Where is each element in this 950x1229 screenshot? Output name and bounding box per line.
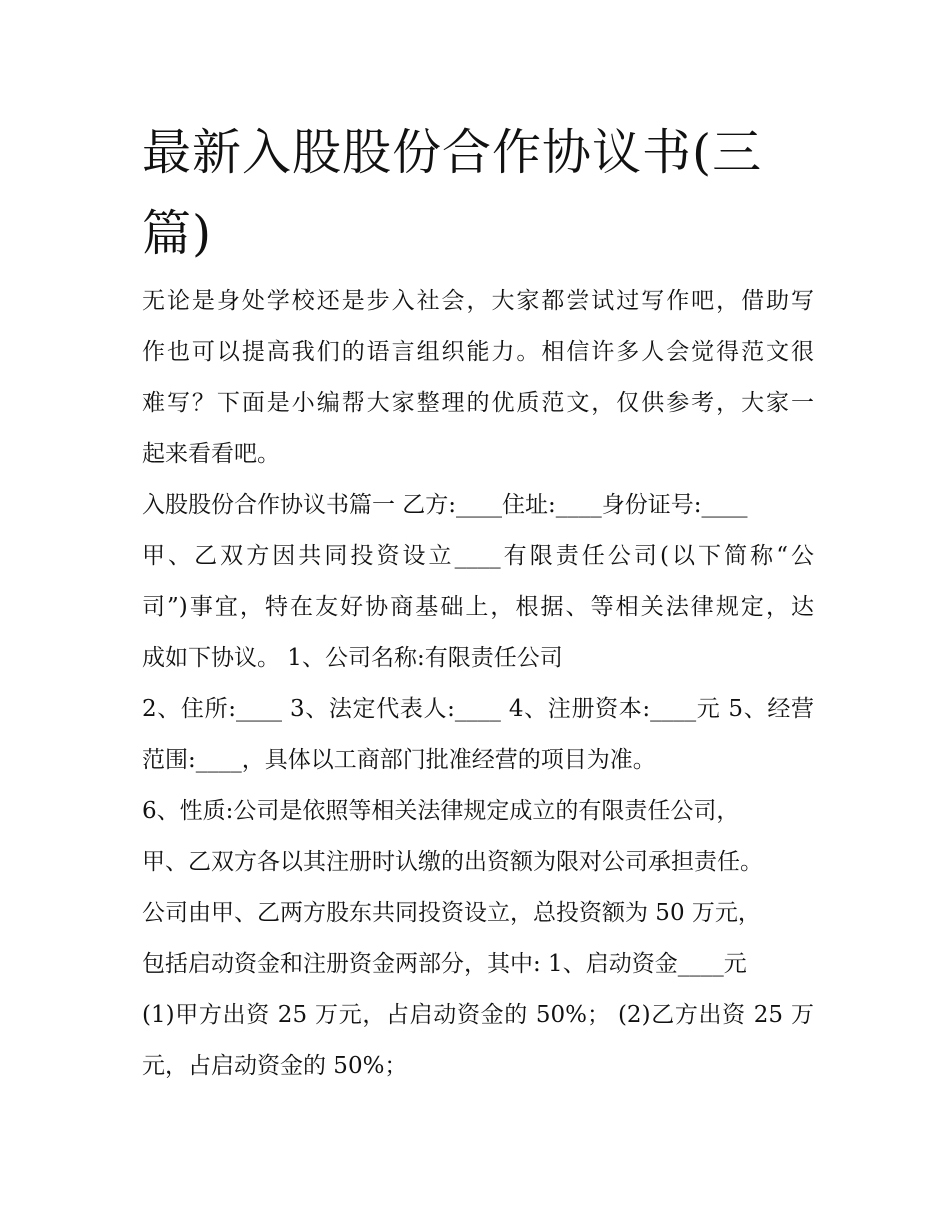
body-line: 包括启动资金和注册资金两部分，其中: 1、启动资金____元 [142, 951, 747, 977]
body-line: 2、住所:____ 3、法定代表人:____ 4、注册资本:____元 5、经营 [142, 696, 814, 722]
title-line: 篇) [142, 205, 213, 262]
body-line: 司”)事宜，特在友好协商基础上，根据、等相关法律规定，达 [142, 594, 814, 620]
body-line: 甲、乙双方因共同投资设立____有限责任公司(以下简称“公 [142, 543, 814, 569]
body-line: 难写？下面是小编帮大家整理的优质范文，仅供参考，大家一 [142, 390, 814, 416]
body-line: 范围:____，具体以工商部门批准经营的项目为准。 [142, 747, 656, 773]
body-line: 作也可以提高我们的语言组织能力。相信许多人会觉得范文很 [142, 339, 814, 365]
body-line: 成如下协议。 1、公司名称:有限责任公司 [142, 645, 563, 671]
body-line: 甲、乙双方各以其注册时认缴的出资额为限对公司承担责任。 [142, 849, 763, 875]
body-line: 入股股份合作协议书篇一 乙方:____住址:____身份证号:____ [142, 492, 748, 518]
body-line: 元，占启动资金的 50%； [142, 1053, 408, 1079]
title-line: 最新入股股份合作协议书(三 [142, 124, 763, 181]
body-line: 起来看看吧。 [142, 441, 280, 467]
body-line: 公司由甲、乙两方股东共同投资设立，总投资额为 50 万元， [142, 900, 761, 926]
body-line: (1)甲方出资 25 万元，占启动资金的 50%； (2)乙方出资 25 万 [142, 1002, 814, 1028]
body-line: 6、性质:公司是依照等相关法律规定成立的有限责任公司， [142, 798, 740, 824]
body-line: 无论是身处学校还是步入社会，大家都尝试过写作吧，借助写 [142, 288, 814, 314]
document-title [142, 112, 822, 274]
document-body [142, 281, 814, 1097]
